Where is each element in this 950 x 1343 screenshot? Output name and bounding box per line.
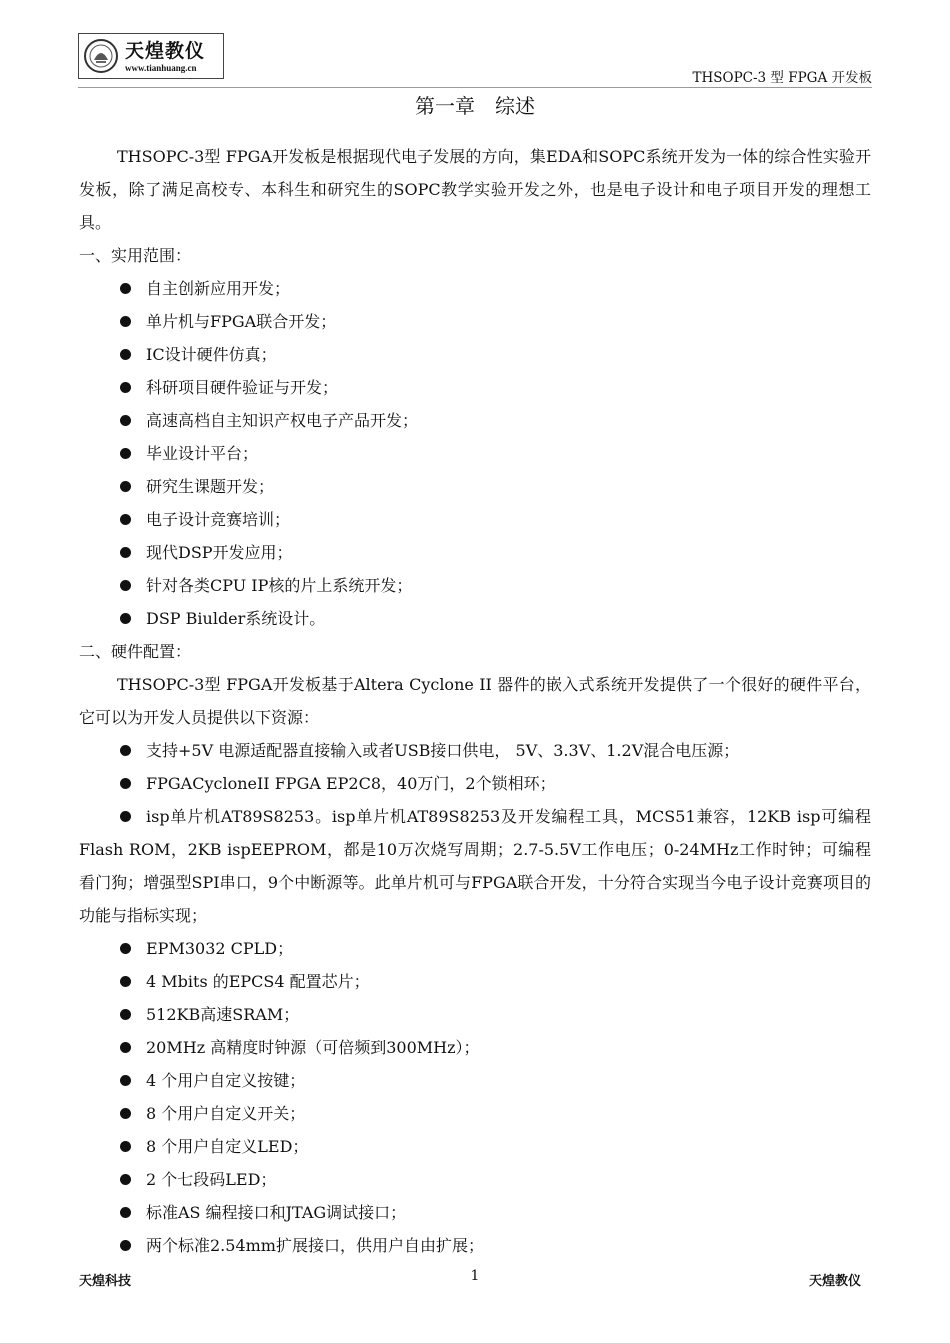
document-body — [79, 140, 871, 1262]
page-number: 1 — [470, 1268, 480, 1284]
list-item: 现代DSP开发应用； — [79, 536, 871, 569]
list-item: 标准AS 编程接口和JTAG调试接口； — [79, 1196, 871, 1229]
section-heading-hardware: 二、硬件配置： — [79, 642, 192, 661]
hardware-list-b — [79, 932, 871, 1262]
hardware-list-a — [79, 734, 871, 800]
list-item: 8 个用户自定义开关； — [79, 1097, 871, 1130]
list-item: 2 个七段码LED； — [79, 1163, 871, 1196]
list-item: 高速高档自主知识产权电子产品开发； — [79, 404, 871, 437]
header-divider — [78, 87, 872, 88]
logo-url: www.tianhuang.cn — [125, 63, 197, 73]
footer-right-text: 天煌教仪 — [808, 1274, 861, 1289]
list-item: DSP Biulder系统设计。 — [79, 602, 871, 635]
list-item: 20MHz 高精度时钟源（可倍频到300MHz）； — [79, 1031, 871, 1064]
list-item: 4 Mbits 的EPCS4 配置芯片； — [79, 965, 871, 998]
list-item: 支持+5V 电源适配器直接输入或者USB接口供电， 5V、3.3V、1.2V混合电压源； — [79, 734, 871, 767]
list-item: 针对各类CPU IP核的片上系统开发； — [79, 569, 871, 602]
logo-title: 天煌教仪 — [125, 40, 206, 62]
footer-left-text: 天煌科技 — [79, 1274, 132, 1289]
list-item: FPGACycloneII FPGA EP2C8，40万门，2个锁相环； — [79, 767, 871, 800]
tianhuang-emblem-icon — [83, 38, 119, 74]
list-item: 自主创新应用开发； — [79, 272, 871, 305]
list-item-mcu: isp单片机AT89S8253。isp单片机AT89S8253及开发编程工具，MCS51兼容，12KB isp可编程Flash ROM，2KB ispEEPROM，都是10万次烧写周期；2.7-5.5V工作电压；0-24MHz工作时钟；可编程看门狗；增强型SPI串口，9个中断源等。此单片机可与FPGA联合开发，十分符合实现当今电子设计竞赛项目的功能与指标实现； — [79, 800, 871, 932]
section-heading-scope: 一、实用范围： — [79, 246, 192, 265]
list-item: IC设计硬件仿真； — [79, 338, 871, 371]
list-item: 单片机与FPGA联合开发； — [79, 305, 871, 338]
hardware-intro-paragraph: THSOPC-3型 FPGA开发板基于Altera Cyclone II 器件的嵌入式系统开发提供了一个很好的硬件平台，它可以为开发人员提供以下资源： — [79, 675, 871, 727]
list-item: 512KB高速SRAM； — [79, 998, 871, 1031]
list-item: 毕业设计平台； — [79, 437, 871, 470]
logo — [78, 33, 224, 79]
list-item: 4 个用户自定义按键； — [79, 1064, 871, 1097]
chapter-name: 综述 — [495, 94, 535, 118]
list-item: 8 个用户自定义LED； — [79, 1130, 871, 1163]
document-header-title: THSOPC-3 型 FPGA 开发板 — [692, 70, 872, 86]
chapter-number: 第一章 — [415, 94, 475, 118]
list-item: 两个标准2.54mm扩展接口，供用户自由扩展； — [79, 1229, 871, 1262]
list-item: 电子设计竞赛培训； — [79, 503, 871, 536]
intro-paragraph: THSOPC-3型 FPGA开发板是根据现代电子发展的方向，集EDA和SOPC系统开发为一体的综合性实验开发板，除了满足高校专、本科生和研究生的SOPC教学实验开发之外，也是电子设计和电子项目开发的理想工具。 — [79, 147, 871, 232]
list-item: EPM3032 CPLD； — [79, 932, 871, 965]
scope-list — [79, 272, 871, 635]
list-item: 研究生课题开发； — [79, 470, 871, 503]
list-item: 科研项目硬件验证与开发； — [79, 371, 871, 404]
chapter-title — [0, 90, 950, 119]
